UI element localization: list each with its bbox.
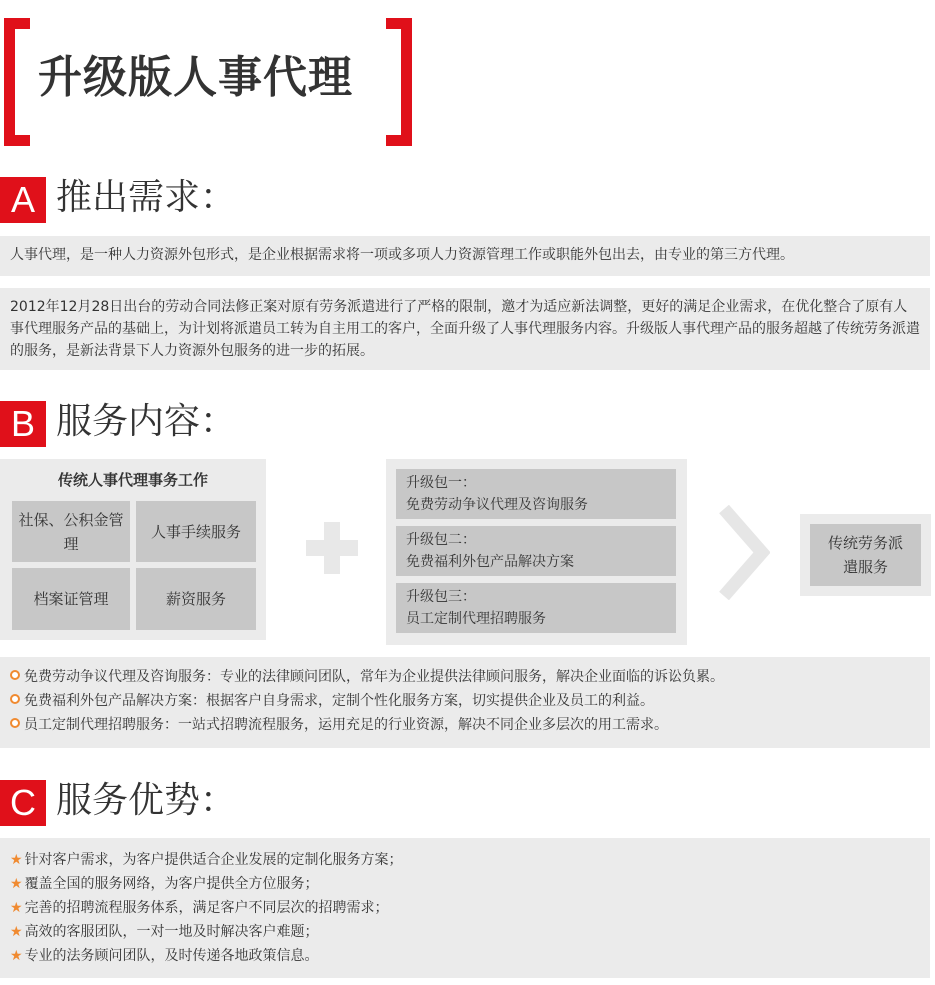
package-desc: 免费福利外包产品解决方案 <box>406 554 574 570</box>
package-name: 升级包二： <box>406 532 476 548</box>
section-title: 服务内容： <box>56 401 237 442</box>
package-name: 升级包一： <box>406 475 476 491</box>
star-bullet-icon: ★ <box>10 924 23 940</box>
star-bullet-icon: ★ <box>10 948 23 964</box>
star-bullet-icon: ★ <box>10 900 23 916</box>
upgrade-package <box>396 526 676 576</box>
service-cell: 档案证管理 <box>12 568 130 630</box>
right-bracket-icon <box>386 18 412 146</box>
title-block <box>0 0 935 160</box>
panel-title: 传统人事代理事务工作 <box>57 471 208 489</box>
list-item: ★ 专业的法务顾问团队，及时传递各地政策信息。 <box>10 948 319 964</box>
upgrade-package <box>396 583 676 633</box>
list-item: 员工定制代理招聘服务：一站式招聘流程服务，运用充足的行业资源，解决不同企业多层次的用工需求。 <box>10 714 668 736</box>
list-item: ★ 针对客户需求，为客户提供适合企业发展的定制化服务方案； <box>10 852 403 868</box>
background-paragraph: 2012年12月28日出台的劳动合同法修正案对原有劳务派遣进行了严格的限制，邀才为适应新法调整，更好的满足企业需求，在优化整合了原有人事代理服务产品的基础上，为计划将派遣员工转为自主用工的客户，全面升级了人事代理服务内容。升级版人事代理产品的服务超越了传统劳务派遣的服务，是新法背景下人力资源外包服务的进一步的拓展。 <box>0 288 930 370</box>
intro-paragraph: 人事代理，是一种人力资源外包形式，是企业根据需求将一项或多项人力资源管理工作或职能外包出去，由专业的第三方代理。 <box>0 236 930 276</box>
section-letter: C <box>0 780 46 826</box>
list-item: 免费劳动争议代理及咨询服务：专业的法律顾问团队，常年为企业提供法律顾问服务，解决企业面临的诉讼负累。 <box>10 666 724 688</box>
chevron-right-icon <box>718 505 770 600</box>
section-title: 推出需求： <box>56 177 237 218</box>
service-cell: 人事手续服务 <box>136 501 256 562</box>
service-cell: 薪资服务 <box>136 568 256 630</box>
list-item: 免费福利外包产品解决方案：根据客户自身需求，定制个性化服务方案，切实提供企业及员工的利益。 <box>10 690 654 712</box>
traditional-services-panel <box>0 459 266 640</box>
circle-bullet-icon <box>10 718 20 728</box>
upgrade-package <box>396 469 676 519</box>
result-cell: 传统劳务派遣服务 <box>810 524 921 586</box>
package-name: 升级包三： <box>406 589 476 605</box>
section-a-header <box>0 177 935 223</box>
circle-bullet-icon <box>10 670 20 680</box>
package-desc: 员工定制代理招聘服务 <box>406 611 546 627</box>
section-letter: A <box>0 177 46 223</box>
list-item: ★ 完善的招聘流程服务体系，满足客户不同层次的招聘需求； <box>10 900 389 916</box>
package-desc: 免费劳动争议代理及咨询服务 <box>406 497 588 513</box>
star-bullet-icon: ★ <box>10 852 23 868</box>
section-b-header <box>0 401 935 447</box>
list-item: ★ 覆盖全国的服务网络，为客户提供全方位服务； <box>10 876 319 892</box>
section-letter: B <box>0 401 46 447</box>
page-title: 升级版人事代理 <box>38 52 353 103</box>
advantages-list <box>0 838 930 978</box>
section-title: 服务优势： <box>56 780 237 821</box>
service-cell: 社保、公积金管理 <box>12 501 130 562</box>
section-c-header <box>0 780 935 826</box>
package-benefits-list <box>0 657 930 748</box>
circle-bullet-icon <box>10 694 20 704</box>
upgrade-packages-panel <box>386 459 687 645</box>
list-item: ★ 高效的客服团队，一对一地及时解决客户难题； <box>10 924 319 940</box>
star-bullet-icon: ★ <box>10 876 23 892</box>
left-bracket-icon <box>4 18 30 146</box>
result-panel <box>800 514 931 596</box>
